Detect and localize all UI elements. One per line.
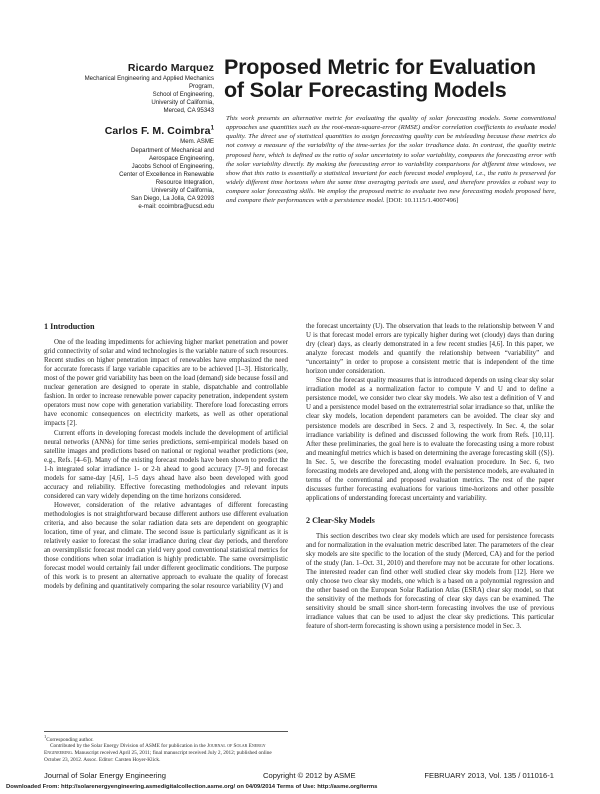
affiliation-line: University of California,: [151, 187, 214, 195]
footnote-2: [44, 743, 288, 763]
footnote-1: [44, 734, 288, 743]
affiliation-line: Jacobs School of Engineering,: [131, 162, 214, 170]
abstract-text: This work presents an alternative metric for evaluating the quality of solar forecasting models. Some conventional approaches use quantities such as the root-mean-square-error (RMSE) and/or correlation coefficients to evaluate model quality. The direct use of statistical quantities to assign forecasting quality can be misleading because these metrics do not convey a measure of the variability of the time-series for the solar irradiance data. In contrast, the quality metric proposed here, which is defined as the ratio of solar uncertainty to solar variability, compares the forecasting error with the solar variability directly. By making the forecasting error to variability comparisons for different time windows, we show that this ratio is essentially a statistical invariant for each forecast model employed, i.e., the ratio is preserved for widely different time horizons when the same time averaging periods are used, and therefore provides a robust way to compare solar forecasting skills. We employ the proposed metric to evaluate two new forecasting models proposed here, and compare their performances with a persistence model.: [226, 115, 556, 205]
author-name: Ricardo Marquez: [127, 62, 214, 74]
abstract: [226, 114, 556, 206]
affiliation-line: Merced, CA 95343: [163, 107, 214, 115]
footnote-journal: Journal of Solar Energy Engineering: [44, 743, 266, 756]
footnote-text-after: . Manuscript received April 25, 2011; final manuscript received July 2, 2012; published online October 23, 2012. Assoc. Editor: Carsten Hoyer-Klick.: [44, 749, 272, 763]
paragraph: Current efforts in developing forecast models include the development of artificial neural networks (ANNs) for time series predictions, semi-empirical models based on satellite images and predictions based on national or regional weather predictions (see, e.g., Refs. [4–6]). Many of the existing forecast models have been shown to predict the 1-h integrated solar irradiance 1- or 2-h ahead to good accuracy [7–9] and forecast models for same-day [4,6], 1–5 days ahead have also been developed with good accuracy and reliability. Effective forecasting methodologies and relevant inputs considered can vary widely depending on the time horizons considered.: [44, 429, 288, 500]
paragraph: One of the leading impediments for achieving higher market penetration and power grid connectivity of solar and wind technologies is the variable nature of such resources. Recent studies on higher penetration impact of renewables have emphasized the need for accurate forecasts if large variable capacities are to be achieved [1–3]. Historically, most of the power grid variability has been on the load (demand) side because fossil and nuclear generation are designed to operate in stable, dispatchable and controllable fashion. In order to increase renewable power capacity penetration, independent system operators must now cope with generation variability. Therefore load forecasting errors have economic consequences on electricity markets, as well as other operational impacts [2].: [44, 339, 288, 428]
author-affiliation-2: [44, 138, 214, 211]
section-heading: 1 Introduction: [44, 322, 95, 331]
affiliation-line: Program,: [188, 83, 214, 91]
author-name-2: [44, 125, 214, 137]
column-right: [306, 322, 554, 632]
doi-link[interactable]: [DOI: 10.1115/1.4007496]: [386, 197, 459, 205]
author-email[interactable]: e-mail: ccoimbra@ucsd.edu: [138, 203, 214, 211]
footer-journal: Journal of Solar Energy Engineering: [44, 771, 166, 780]
column-left: [44, 322, 288, 591]
affiliation-line: Department of Mechanical and: [131, 146, 214, 154]
affiliation-line: University of California,: [151, 99, 214, 107]
paper-title: Proposed Metric for Evaluation of Solar Forecasting Models: [224, 55, 536, 102]
author-name-text: Carlos F. M. Coimbra: [104, 125, 211, 138]
footer-copyright: Copyright © 2012 by ASME: [263, 771, 356, 780]
footer-issue: FEBRUARY 2013, Vol. 135 / 011016-1: [424, 771, 554, 780]
footnote-mark: 1: [210, 125, 214, 132]
affiliation-line: School of Engineering,: [152, 91, 214, 99]
affiliation-line: Aerospace Engineering,: [148, 154, 214, 162]
affiliation-line: Mechanical Engineering and Applied Mechanics: [84, 75, 214, 82]
paragraph: This section describes two clear sky models which are used for persistence forecasts and for normalization in the evaluation metric described later. The parameters of the clear sky models are site specific to the location of the study (Merced, CA) and for the period of the study (Jan. 1–Oct. 31, 2010) and therefore may not be accurate for other locations. The interested reader can find other well studied clear sky models from [12]. Here we only choose two clear sky models, one which is a based on a polynomial regression and the other based on the European Solar Radiation Atlas (ESRA) clear sky model, so that the sensitivity of the methods for forecasting of clear sky days can be examined. The sensitivity should be small since short-term forecasting involves the use of previous irradiance values that can be used to adjust the clear sky predictions. This particular feature of short-term forecasting is shown using a persistence model in Sec. 3.: [306, 532, 554, 631]
affiliation-line: Resource Integration,: [155, 178, 214, 186]
affiliation-line: San Diego, La Jolla, CA 92093: [130, 195, 214, 203]
paragraph: However, consideration of the relative advantages of different forecasting methodologies is not straightforward because different authors use different evaluation criteria, and also because the solar radiation data sets are dependent on geographic location, time of year, and climate. The second issue is particularly significant as it is relatively easier to forecast the solar irradiance during clear day periods, and therefore an oversimplistic forecast model can yield very good conventional statistical metrics for those conditions when solar irradiation is highly predictable. The same oversimplistic forecast model would certainly fail under different geoclimatic conditions. The purpose of this work is to present an alternative approach to evaluate the quality of forecast models by defining and quantitatively comparing the solar resource variability (V) and: [44, 501, 288, 591]
author-affiliation: [44, 75, 214, 115]
affiliation-line: Mem. ASME: [180, 138, 214, 146]
author-block: [44, 62, 214, 211]
section-heading: 2 Clear-Sky Models: [306, 515, 375, 525]
paragraph-continuation: the forecast uncertainty (U). The observation that leads to the relationship between V and U is that forecast model errors are typically higher during wet (cloudy) days than during dry (clear) days, as clearly demonstrated in a few recent studies [4,6]. In this paper, we analyze forecast models and quantify the relationship between “variability” and “uncertainty” in order to propose a consistent metric that is independent of the time horizon under consideration.: [306, 323, 554, 376]
footnote-label: Corresponding author.: [46, 736, 94, 743]
affiliation-line: Center of Excellence in Renewable: [119, 170, 214, 178]
download-notice[interactable]: Downloaded From: http://solarenergyengineering.asmedigitalcollection.asme.org/ on 04/09/2014 Terms of Use: http://asme.org/terms: [6, 784, 378, 790]
footnote-mark: 1: [44, 734, 47, 739]
paragraph: Since the forecast quality measures that is introduced depends on using clear sky solar irradiation model as a normalization factor to compute V and U and to define a persistence model, we consider two clear sky models. We also test a definition of V and U and a persistence model based on the extraterrestrial solar irradiance so that, unlike the clear sky models, location dependent parameters can be avoided. The clear sky and persistence models are described in Secs. 2 and 3, respectively. In Sec. 4, the solar irradiance variability is defined and discussed following the work from Refs. [10,11]. After these preliminaries, the goal here is to evaluate the forecasting using a more robust and meaningful metrics which is based on determining the average forecasting skill (⟨S⟩). In Sec. 5, we describe the forecasting model evaluation procedure. In Sec. 6, two forecasting models are developed and, along with the persistence models, are evaluated in terms of the conventional and proposed evaluation metrics. The rest of the paper discusses further forecasting evaluations for various time-horizons and other possible applications of understanding forecast uncertainty and variability.: [306, 377, 554, 502]
footnotes: [44, 731, 288, 763]
footnote-text: Contributed by the Solar Energy Division of ASME for publication in the: [50, 743, 208, 750]
